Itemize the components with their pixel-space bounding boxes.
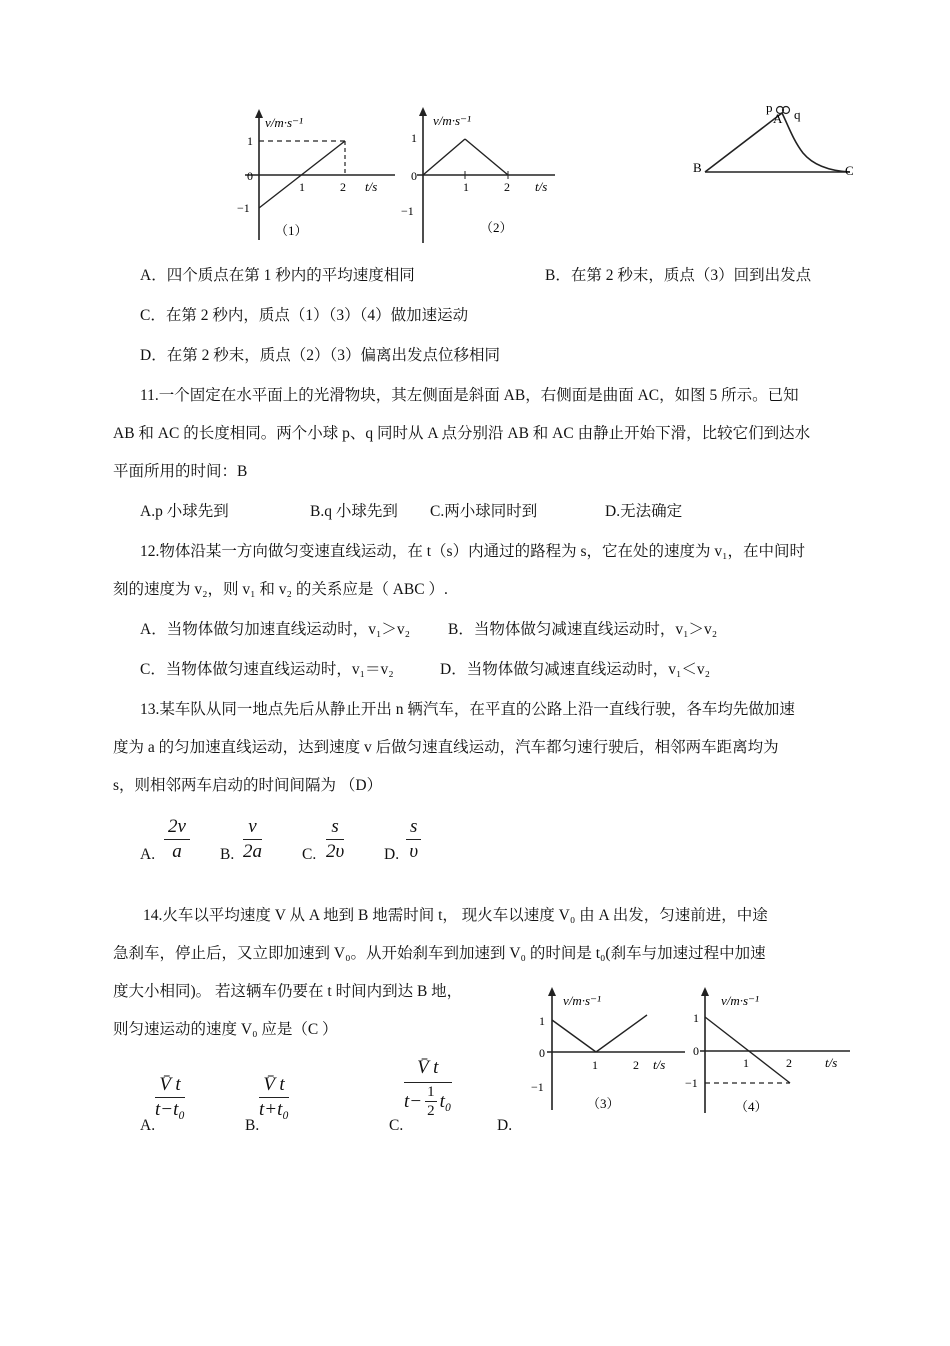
denominator: a (172, 841, 182, 862)
q11-option-b: B.q 小球先到 (310, 503, 398, 520)
denominator: 2a (243, 841, 262, 862)
q14-line-1: 14.火车以平均速度 V 从 A 地到 B 地需时间 t， 现火车以速度 V₀ 由 A 出发，匀速前进，中途 (143, 907, 768, 924)
q10-option-b: B．在第 2 秒末，质点（3）回到出发点 (545, 267, 812, 284)
tick-x1: 1 (463, 180, 469, 194)
numerator: v (243, 815, 262, 840)
q11-line-3: 平面所用的时间：B (113, 463, 248, 480)
q14-fraction-c (404, 1054, 452, 1120)
half-numerator: 1 (427, 1084, 435, 1100)
tick-0: 0 (693, 1044, 699, 1058)
velocity-graph-1 (225, 105, 400, 245)
x-axis-label: t/s (653, 1057, 666, 1072)
q10-option-d: D．在第 2 秒末，质点（2）（3）偏离出发点位移相同 (140, 347, 500, 364)
q12-line-1: 12.物体沿某一方向做匀变速直线运动，在 t（s）内通过的路程为 s，它在处的速度为 v₁，在中间时 (140, 543, 806, 560)
q13-line-2: 度为 a 的匀加速直线运动，达到速度 v 后做匀速直线运动，汽车都匀速行驶后，相邻两车距离均为 (113, 739, 779, 756)
x-axis-label: t/s (365, 179, 378, 194)
q13-line-3: s，则相邻两车启动的时间间隔为 （D） (113, 777, 383, 794)
q13-label-d: D. (384, 846, 400, 863)
y-axis-label: v/m·s⁻¹ (721, 993, 759, 1008)
q13-label-c: C. (302, 846, 317, 863)
slope-figure (685, 95, 865, 185)
q11-line-2: AB 和 AC 的长度相同。两个小球 p、q 同时从 A 点分别沿 AB 和 AC 由静止开始下滑，比较它们到达水 (113, 425, 811, 442)
tick-1: 1 (539, 1014, 545, 1028)
tick-neg1: −1 (401, 204, 414, 218)
q13-fraction-d (406, 815, 421, 864)
q14-label-b: B. (245, 1117, 260, 1134)
tick-x2: 2 (340, 180, 346, 194)
q13-fraction-c (326, 815, 344, 864)
q13-fraction-b (243, 815, 262, 864)
tick-0: 0 (539, 1046, 545, 1060)
q12-option-a: A．当物体做匀加速直线运动时，v₁＞v₂ (140, 621, 411, 638)
tick-neg1: −1 (237, 201, 250, 215)
denominator: t+t₀ (259, 1099, 289, 1120)
q14-fraction-a (155, 1073, 185, 1122)
q12-option-d: D．当物体做匀减速直线运动时，v₁＜v₂ (440, 661, 711, 678)
graph-3-caption: （3） (587, 1096, 620, 1111)
velocity-graph-2 (395, 105, 570, 245)
graph-4-caption: （4） (735, 1099, 768, 1114)
q14-label-d: D. (497, 1117, 513, 1134)
numerator: s (406, 815, 421, 840)
numerator: V̄ t (155, 1073, 185, 1098)
point-b-label: B (693, 160, 702, 175)
point-c-label: C (845, 163, 854, 178)
graph-1-caption: （1） (275, 223, 308, 238)
denominator: t−t₀ (155, 1099, 185, 1120)
q10-option-a: A．四个质点在第 1 秒内的平均速度相同 (140, 267, 415, 284)
q14-fraction-b (259, 1073, 289, 1122)
q14-line-2: 急刹车，停止后，又立即加速到 V₀。从开始刹车到加速到 V₀ 的时间是 t₀(刹车与加速过程中加速 (113, 945, 766, 962)
y-axis-label: v/m·s⁻¹ (265, 115, 303, 130)
q14-line-4: 则匀速运动的速度 V₀ 应是（C ） (113, 1021, 338, 1038)
denominator-suffix: t₀ (439, 1090, 452, 1112)
q14-label-c: C. (389, 1117, 404, 1134)
velocity-graph-4 (685, 985, 855, 1115)
tick-1: 1 (247, 134, 253, 148)
half-denominator: 2 (427, 1103, 435, 1119)
tick-1: 1 (693, 1011, 699, 1025)
tick-neg1: −1 (685, 1076, 698, 1090)
numerator: V̄ t (404, 1054, 452, 1083)
numerator: s (326, 815, 344, 840)
velocity-graph-3 (525, 985, 690, 1115)
q13-label-a: A. (140, 846, 156, 863)
denominator-prefix: t− (404, 1090, 423, 1112)
x-axis-label: t/s (535, 179, 548, 194)
q11-option-c: C.两小球同时到 (430, 503, 538, 520)
graph-2-caption: （2） (480, 220, 513, 235)
point-a-label: A (773, 111, 783, 126)
q11-option-d: D.无法确定 (605, 503, 683, 520)
tick-0: 0 (247, 169, 253, 183)
numerator: V̄ t (259, 1073, 289, 1098)
tick-x2: 2 (633, 1058, 639, 1072)
q12-option-b: B．当物体做匀减速直线运动时，v₁＞v₂ (448, 621, 718, 638)
denominator: 2υ (326, 841, 345, 862)
q11-option-a: A.p 小球先到 (140, 503, 229, 520)
y-axis-label: v/m·s⁻¹ (563, 993, 601, 1008)
tick-x2: 2 (504, 180, 510, 194)
q14-line-3: 度大小相同)。 若这辆车仍要在 t 时间内到达 B 地， (113, 983, 463, 1000)
denominator (404, 1083, 452, 1120)
y-axis-label: v/m·s⁻¹ (433, 113, 471, 128)
tick-1: 1 (411, 131, 417, 145)
tick-x2: 2 (786, 1056, 792, 1070)
numerator: 2v (164, 815, 190, 840)
tick-x1: 1 (743, 1056, 749, 1070)
tick-x1: 1 (592, 1058, 598, 1072)
half-fraction (425, 1083, 437, 1120)
q12-line-2: 刻的速度为 v₂，则 v₁ 和 v₂ 的关系应是（ ABC ）. (113, 581, 448, 598)
point-q-label: q (794, 107, 801, 122)
q13-line-1: 13.某车队从同一地点先后从静止开出 n 辆汽车，在平直的公路上沿一直线行驶，各车均先做加速 (140, 701, 795, 718)
q10-option-c: C．在第 2 秒内，质点（1）（3）（4）做加速运动 (140, 307, 469, 324)
q11-line-1: 11.一个固定在水平面上的光滑物块，其左侧面是斜面 AB，右侧面是曲面 AC，如图 5 所示。已知 (140, 387, 799, 404)
denominator: υ (409, 841, 419, 862)
q14-label-a: A. (140, 1117, 156, 1134)
q12-option-c: C．当物体做匀速直线运动时，v₁＝v₂ (140, 661, 394, 678)
tick-neg1: −1 (531, 1080, 544, 1094)
point-p-label: p (766, 100, 773, 115)
q13-label-b: B. (220, 846, 235, 863)
tick-x1: 1 (299, 180, 305, 194)
q13-fraction-a (164, 815, 190, 864)
x-axis-label: t/s (825, 1055, 838, 1070)
tick-0: 0 (411, 169, 417, 183)
